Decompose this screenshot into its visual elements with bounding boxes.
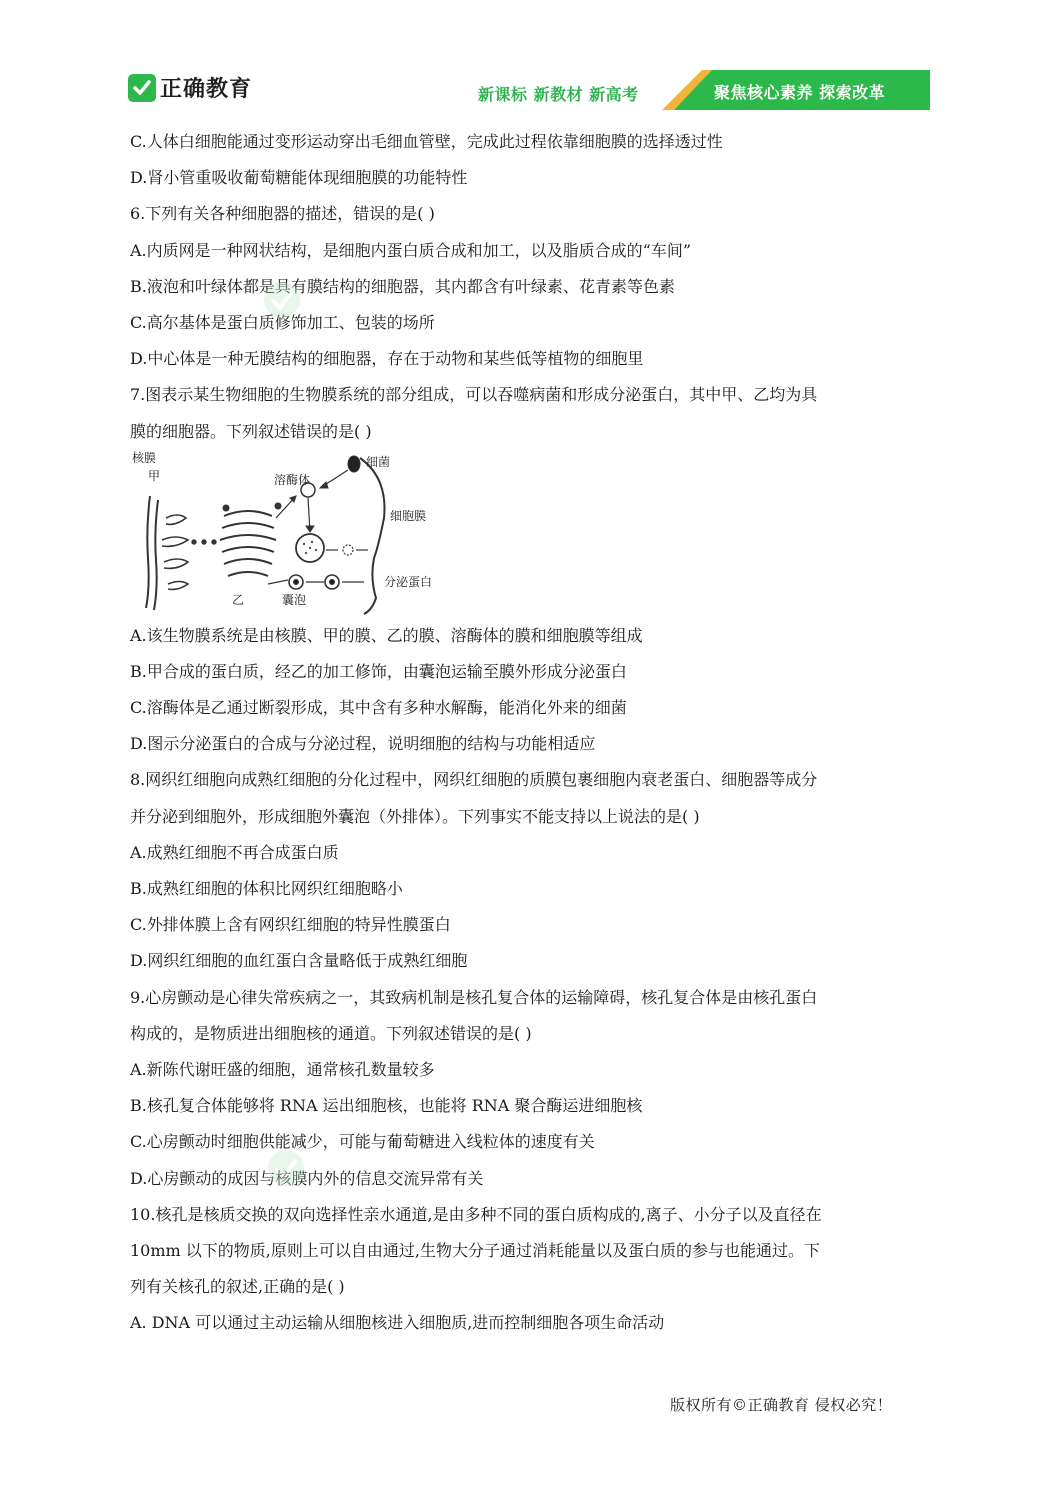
watermark-icon [262, 1138, 372, 1198]
label-yi: 乙 [232, 593, 245, 607]
option-line: A.新陈代谢旺盛的细胞，通常核孔数量较多 [130, 1059, 435, 1079]
question-9-stem: 构成的，是物质进出细胞核的通道。下列叙述错误的是( ) [130, 1023, 532, 1043]
cell-membrane [360, 458, 385, 614]
option-line: A.内质网是一种网状结构，是细胞内蛋白质合成和加工，以及脂质合成的“车间” [130, 240, 692, 260]
option-line: B.液泡和叶绿体都是具有膜结构的细胞器，其内都含有叶绿素、花青素等色素 [130, 276, 675, 296]
membrane-system-diagram [128, 448, 450, 616]
slogan-right: 聚焦核心素养 探索改革 [714, 83, 886, 102]
label-lysosome: 溶酶体 [274, 473, 311, 487]
option-line: C.外排体膜上含有网织红细胞的特异性膜蛋白 [130, 915, 451, 935]
label-nuclear-membrane: 核膜 [132, 451, 157, 465]
label-cell-membrane: 细胞膜 [390, 509, 427, 523]
question-10-stem: 10mm 以下的物质,原则上可以自由通过,生物大分子通过消耗能量以及蛋白质的参与也能通过。下 [130, 1240, 820, 1260]
label-vesicle: 囊泡 [282, 593, 307, 607]
option-line: D.网织红细胞的血红蛋白含量略低于成熟红细胞 [130, 951, 468, 971]
er-shape [162, 515, 188, 589]
bacteria [348, 456, 360, 472]
label-secretory-protein: 分泌蛋白 [384, 575, 433, 589]
option-line: A. DNA 可以通过主动运输从细胞核进入细胞质,进而控制细胞各项生命活动 [130, 1313, 665, 1333]
option-line: A.该生物膜系统是由核膜、甲的膜、乙的膜、溶酶体的膜和细胞膜等组成 [130, 625, 643, 645]
option-line: C.高尔基体是蛋白质修饰加工、包装的场所 [130, 312, 435, 332]
option-line: C.心房颤动时细胞供能减少，可能与葡萄糖进入线粒体的速度有关 [130, 1132, 595, 1152]
question-10-stem: 10.核孔是核质交换的双向选择性亲水通道,是由多种不同的蛋白质构成的,离子、小分子以及直径在 [130, 1204, 822, 1224]
option-line: A.成熟红细胞不再合成蛋白质 [130, 842, 339, 862]
check-icon [128, 74, 156, 102]
text-line: C.人体白细胞能通过变形运动穿出毛细血管壁，完成此过程依靠细胞膜的选择透过性 [130, 132, 723, 151]
copyright-footer: 版权所有©正确教育 侵权必究！ [670, 1396, 893, 1414]
brand-logo [128, 72, 252, 103]
golgi-apparatus [220, 511, 276, 576]
question-8-stem: 并分泌到细胞外，形成细胞外囊泡（外排体）。下列事实不能支持以上说法的是( ) [130, 806, 700, 826]
question-content [130, 124, 930, 1341]
text-line: D.肾小管重吸收葡萄糖能体现细胞膜的功能特性 [130, 168, 468, 188]
logo-text: 正确教育 [160, 77, 253, 102]
question-6-stem: 6.下列有关各种细胞器的描述，错误的是( ) [130, 204, 435, 224]
label-jia: 甲 [148, 469, 161, 483]
question-9-stem: 9.心房颤动是心律失常疾病之一，其致病机制是核孔复合体的运输障碍，核孔复合体是由核孔蛋白 [130, 987, 818, 1007]
option-line: D.图示分泌蛋白的合成与分泌过程，说明细胞的结构与功能相适应 [130, 734, 596, 754]
page-header [0, 0, 1058, 125]
label-bacteria: 细菌 [366, 455, 391, 469]
watermark-icon [258, 270, 368, 330]
option-line: C.溶酶体是乙通过断裂形成，其中含有多种水解酶，能消化外来的细菌 [130, 698, 627, 718]
option-line: B.成熟红细胞的体积比网织红细胞略小 [130, 879, 403, 898]
question-10-stem: 列有关核孔的叙述,正确的是( ) [130, 1277, 345, 1297]
option-line: B.核孔复合体能够将 RNA 运出细胞核，也能将 RNA 聚合酶运进细胞核 [130, 1096, 643, 1116]
option-line: D.中心体是一种无膜结构的细胞器，存在于动物和某些低等植物的细胞里 [130, 349, 644, 369]
slogan-left: 新课标 新教材 新高考 [478, 85, 639, 104]
option-line: B.甲合成的蛋白质，经乙的加工修饰，由囊泡运输至膜外形成分泌蛋白 [130, 661, 627, 681]
nuclear-membrane [146, 496, 150, 608]
option-line: D.心房颤动的成因与核膜内外的信息交流异常有关 [130, 1168, 484, 1188]
question-7-stem: 膜的细胞器。下列叙述错误的是( ) [130, 421, 372, 441]
question-8-stem: 8.网织红细胞向成熟红细胞的分化过程中，网织红细胞的质膜包裹细胞内衰老蛋白、细胞器等成分 [130, 770, 818, 790]
question-7-stem: 7.图表示某生物细胞的生物膜系统的部分组成，可以吞噬病菌和形成分泌蛋白，其中甲、乙均为具 [130, 385, 818, 405]
